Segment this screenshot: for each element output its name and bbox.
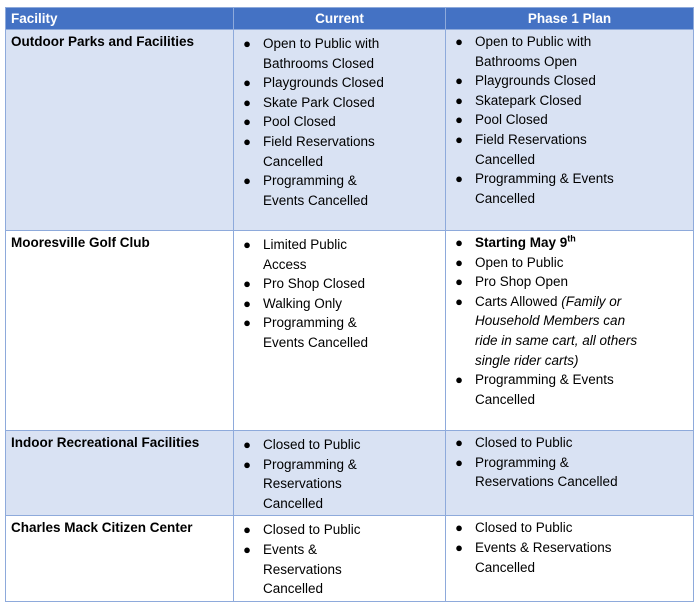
bullet-icon: ● [243, 114, 251, 130]
bullet-icon: ● [455, 254, 463, 270]
bullet-icon: ● [243, 94, 251, 110]
list-item: ● Limited Public Access [243, 237, 348, 272]
list-item: ● Pool Closed [234, 112, 439, 132]
facility-name: Indoor Recreational Facilities [6, 431, 234, 516]
bullet-icon: ● [455, 520, 463, 536]
current-cell [234, 516, 446, 601]
current-cell [234, 231, 446, 431]
list-item: ● Programming & Reservations Cancelled [243, 456, 357, 511]
bullet-icon: ● [243, 276, 251, 292]
current-list [234, 231, 445, 355]
list-item: ● Programming & Events Cancelled [455, 372, 614, 407]
list-item: ● Playgrounds Closed [234, 73, 439, 93]
list-item-starting-date: ● Starting May 9th [446, 233, 687, 253]
list-item: ● Open to Public with Bathrooms Open [455, 34, 592, 69]
list-item: ● Closed to Public [446, 433, 687, 453]
header-row [6, 8, 694, 30]
bullet-icon: ● [455, 293, 463, 309]
phase1-list [446, 231, 693, 411]
bullet-icon: ● [243, 237, 251, 252]
header-phase1: Phase 1 Plan [446, 8, 694, 30]
list-item: ● Events & Reservations Cancelled [243, 541, 342, 597]
table-row-indoor [6, 431, 694, 516]
bullet-icon: ● [455, 131, 463, 147]
bullet-icon: ● [455, 372, 463, 388]
list-item: ● Programming & Events Cancelled [455, 171, 614, 206]
phase1-list [446, 516, 693, 579]
phase1-cell [446, 431, 694, 516]
bullet-icon: ● [455, 454, 463, 470]
bullet-icon: ● [243, 315, 251, 331]
list-item-carts: ● Carts Allowed (Family or Household Members can ride in same cart, all others single rider carts) [455, 293, 638, 368]
list-item: ● Events & Reservations Cancelled [455, 539, 612, 575]
bullet-icon: ● [455, 112, 463, 128]
facility-plan-table [5, 7, 694, 602]
header-facility: Facility [6, 8, 234, 30]
bullet-icon: ● [243, 541, 251, 557]
bullet-icon: ● [243, 75, 251, 91]
bullet-icon: ● [455, 73, 463, 89]
phase1-list [446, 30, 693, 210]
current-list [234, 30, 445, 212]
phase1-list [446, 431, 693, 494]
current-cell [234, 30, 446, 231]
table-row-outdoor [6, 30, 694, 231]
phase1-cell [446, 30, 694, 231]
list-item: ● Pool Closed [446, 110, 687, 130]
list-item: ● Pro Shop Closed [234, 274, 439, 294]
table-row-golf [6, 231, 694, 431]
list-item: ● Walking Only [234, 294, 439, 314]
bullet-icon: ● [243, 173, 251, 189]
bullet-icon: ● [243, 437, 251, 452]
current-cell [234, 431, 446, 516]
header-current: Current [234, 8, 446, 30]
current-list [234, 516, 445, 600]
bullet-icon: ● [455, 539, 463, 555]
list-item: ● Closed to Public [234, 520, 439, 540]
list-item: ● Skatepark Closed [446, 91, 687, 111]
bullet-icon: ● [243, 133, 251, 149]
list-item: ● Pro Shop Open [446, 272, 687, 292]
bullet-icon: ● [243, 522, 251, 538]
facility-name: Charles Mack Citizen Center [6, 516, 234, 601]
list-item: ● Closed to Public [446, 518, 687, 538]
table-row-citizen-center [6, 516, 694, 601]
facility-name: Outdoor Parks and Facilities [6, 30, 234, 231]
bullet-icon: ● [243, 456, 251, 472]
list-item: ● Skate Park Closed [234, 93, 439, 113]
phase1-cell [446, 231, 694, 431]
bullet-icon: ● [243, 36, 251, 51]
bullet-icon: ● [243, 295, 251, 311]
list-item: ● Programming & Events Cancelled [243, 315, 369, 350]
bullet-icon: ● [455, 34, 463, 49]
bullet-icon: ● [455, 274, 463, 290]
current-list [234, 431, 445, 515]
bullet-icon: ● [455, 235, 463, 250]
list-item: ● Programming & Events Cancelled [243, 173, 369, 208]
facility-name: Mooresville Golf Club [6, 231, 234, 431]
list-item: ● Playgrounds Closed [446, 71, 687, 91]
list-item: ● Open to Public with Bathrooms Closed [243, 36, 380, 71]
list-item: ● Field Reservations Cancelled [243, 133, 375, 169]
phase1-cell [446, 516, 694, 601]
bullet-icon: ● [455, 92, 463, 108]
list-item: ● Programming & Reservations Cancelled [455, 454, 618, 490]
list-item: ● Open to Public [446, 253, 687, 273]
bullet-icon: ● [455, 435, 463, 450]
list-item: ● Closed to Public [234, 435, 439, 455]
list-item: ● Field Reservations Cancelled [455, 131, 587, 167]
bullet-icon: ● [455, 171, 463, 187]
